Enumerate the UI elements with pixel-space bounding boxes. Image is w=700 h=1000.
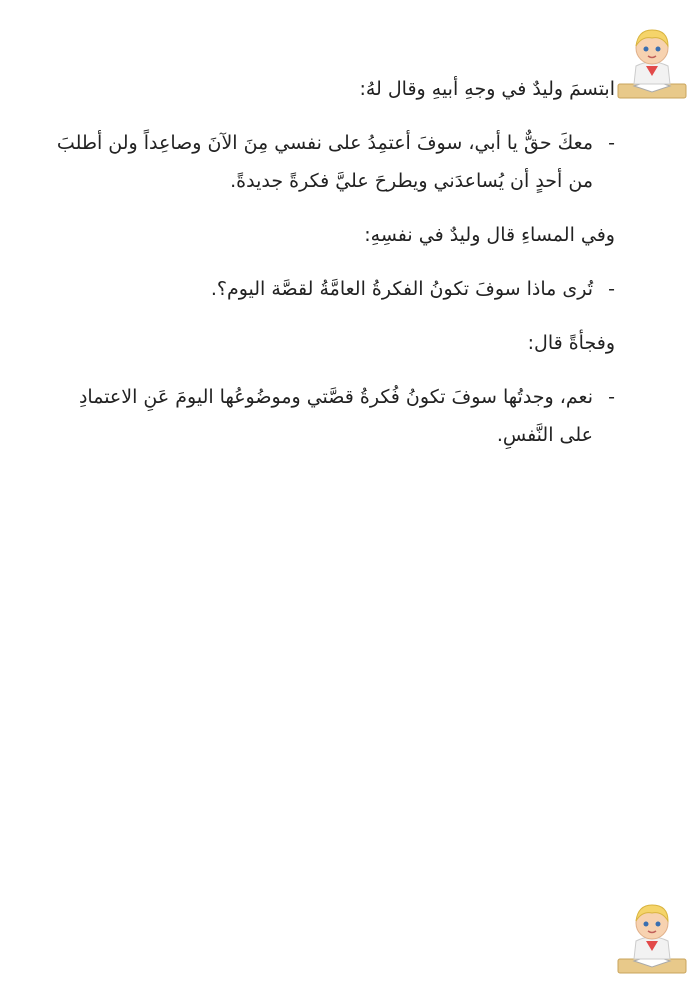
- dialog-text-continued: من أحدٍ أن يُساعدَني ويطرحَ عليَّ فكرةً جديدةً.: [230, 170, 593, 192]
- story-line-3: وفي المساءِ قال وليدٌ في نفسِهِ:: [364, 224, 615, 246]
- story-line-4: [40, 270, 615, 308]
- dialog-dash: -: [608, 278, 615, 300]
- dialog-dash: -: [608, 132, 615, 154]
- dialog-dash: -: [608, 386, 615, 408]
- story-line-5: وفجأةً قال:: [527, 332, 615, 354]
- story-line-2: [40, 124, 615, 200]
- dialog-text: تُرى ماذا سوفَ تكونُ الفكرةُ العامَّةُ لقصَّة اليوم؟.: [210, 278, 593, 300]
- boy-reading-icon: [612, 22, 692, 102]
- dialog-text: معكَ حقٌّ يا أبي، سوفَ أعتمِدُ على نفسي مِنَ الآنَ وصاعِداً ولن أطلبَ: [56, 132, 593, 154]
- story-line-6: [40, 378, 615, 454]
- dialog-text: نعم، وجدتُها سوفَ تكونُ فُكرةُ قصَّتي وموضُوعُها اليومَ عَنِ الاعتمادِ: [78, 386, 593, 408]
- story-text: [40, 70, 615, 470]
- boy-reading-icon: [612, 897, 692, 977]
- dialog-text-continued: على النَّفسِ.: [496, 424, 593, 446]
- story-line-1: ابتسمَ وليدٌ في وجهِ أبيهِ وقال لهُ:: [359, 78, 615, 100]
